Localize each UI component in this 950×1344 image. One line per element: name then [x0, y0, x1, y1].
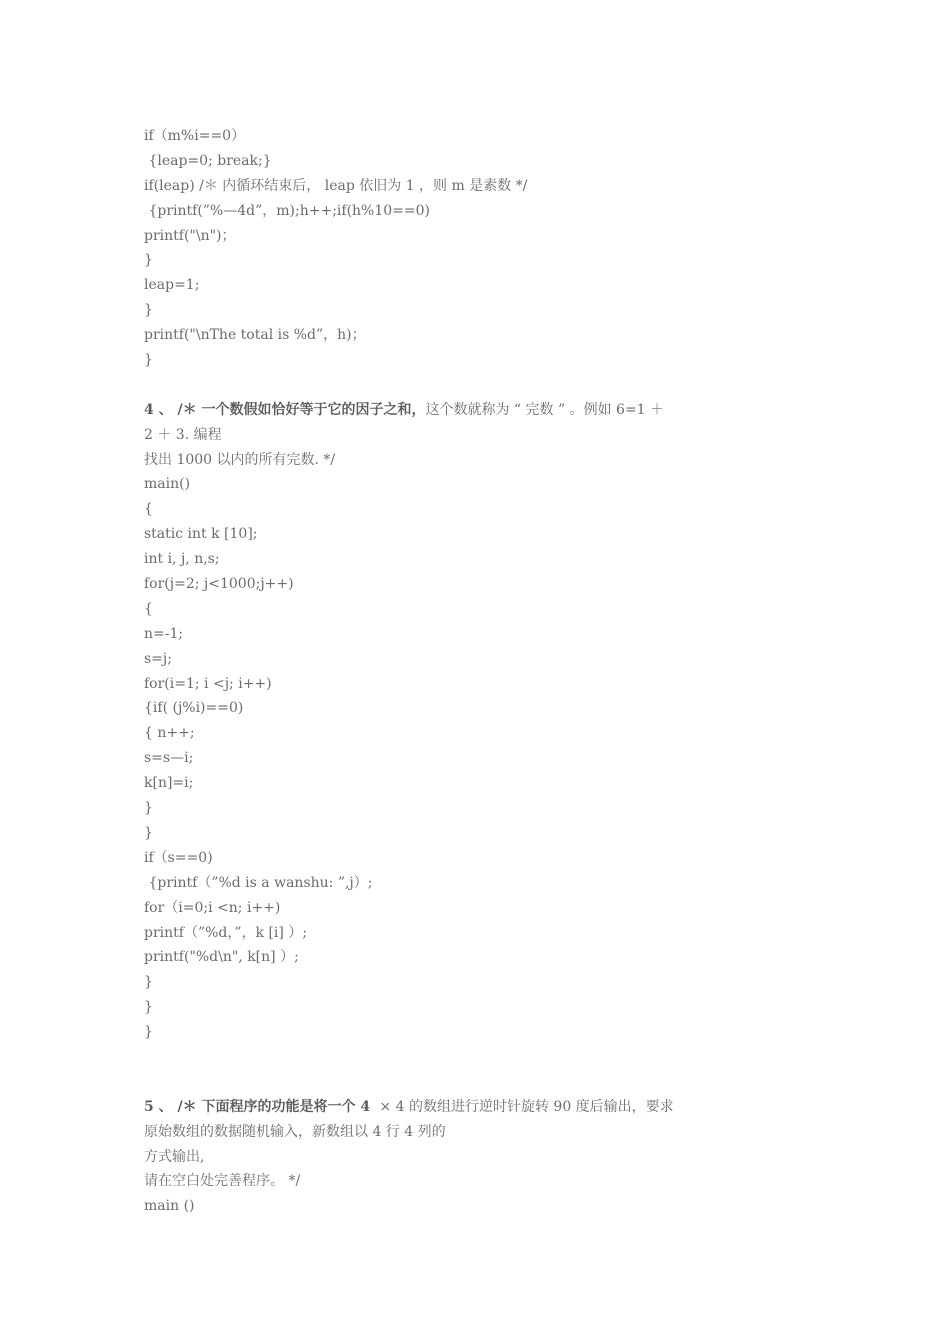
code-block-wanshu: [144, 472, 804, 1044]
code-line: {if( (j%i)==0): [144, 700, 244, 717]
code-line: { n++;: [144, 725, 195, 742]
question-5-line-1: [144, 1095, 804, 1120]
code-line: for（i=0;i <n; i++): [144, 899, 281, 916]
code-block-prime: [144, 124, 804, 373]
question-4-line-2: 2 ＋ 3. 编程: [144, 426, 222, 443]
code-line: }: [144, 252, 153, 269]
question-5-number: 5 、 /＊: [144, 1098, 197, 1115]
code-line: }: [144, 800, 153, 817]
question-4: [144, 398, 804, 473]
question-5-line-5: main (): [144, 1198, 195, 1215]
code-line: {printf(”%—4d”，m);h++;if(h%10==0): [144, 202, 430, 219]
code-line: int i, j, n,s;: [144, 551, 220, 568]
code-line: n=-1;: [144, 625, 184, 642]
code-line: s=j;: [144, 650, 172, 667]
code-line: if（m%i==0）: [144, 128, 246, 144]
question-5-line-2: 原始数组的数据随机输入，新数组以 4 行 4 列的: [144, 1123, 446, 1140]
code-line: }: [144, 824, 153, 841]
question-5: [144, 1095, 804, 1219]
question-4-text: 这个数就称为 “ 完数 ” 。例如 6=1 ＋: [425, 401, 665, 418]
question-5-line-4: 请在空白处完善程序。 */: [144, 1173, 301, 1190]
spacer: [144, 373, 804, 398]
code-line: {: [144, 600, 153, 617]
question-5-bold-text: 下面程序的功能是将一个 4: [196, 1098, 375, 1115]
code-line: {: [144, 501, 153, 518]
code-line: }: [144, 999, 153, 1016]
code-line: {leap=0; break;}: [144, 152, 272, 169]
code-line: if（s==0): [144, 849, 213, 866]
code-line: k[n]=i;: [144, 775, 194, 792]
code-line: }: [144, 1024, 153, 1041]
code-line: for(i=1; i <j; i++): [144, 675, 272, 692]
code-line: printf（”%d，”，k [i] ）;: [144, 924, 308, 941]
code-line: printf("\n")；: [144, 227, 236, 244]
code-line: {printf（”%d is a wanshu: ”,j）;: [144, 874, 373, 891]
question-4-line-1: [144, 398, 804, 423]
question-4-bold-text: 一个数假如恰好等于它的因子之和，: [196, 401, 426, 418]
question-4-line-3: 找出 1000 以内的所有完数. */: [144, 451, 336, 468]
question-5-line-3: 方式输出,: [144, 1148, 205, 1165]
document-page: [144, 124, 804, 1219]
question-4-number: 4 、 /＊: [144, 401, 197, 418]
code-line: if(leap) /＊ 内循环结束后， leap 依旧为 1 ，则 m 是素数 */: [144, 177, 528, 194]
code-line: }: [144, 302, 153, 319]
code-line: for(j=2; j<1000;j++): [144, 576, 294, 593]
code-line: printf("\nThe total is %d”，h)；: [144, 327, 366, 344]
code-line: }: [144, 974, 153, 991]
question-5-text: × 4 的数组进行逆时针旋转 90 度后输出，要求: [374, 1098, 674, 1115]
code-line: static int k [10];: [144, 526, 258, 543]
code-line: main(): [144, 476, 191, 493]
code-line: }: [144, 352, 153, 369]
code-line: leap=1;: [144, 277, 200, 294]
spacer: [144, 1045, 804, 1095]
code-line: printf("%d\n", k[n] ）;: [144, 949, 299, 966]
code-line: s=s—i;: [144, 750, 194, 767]
